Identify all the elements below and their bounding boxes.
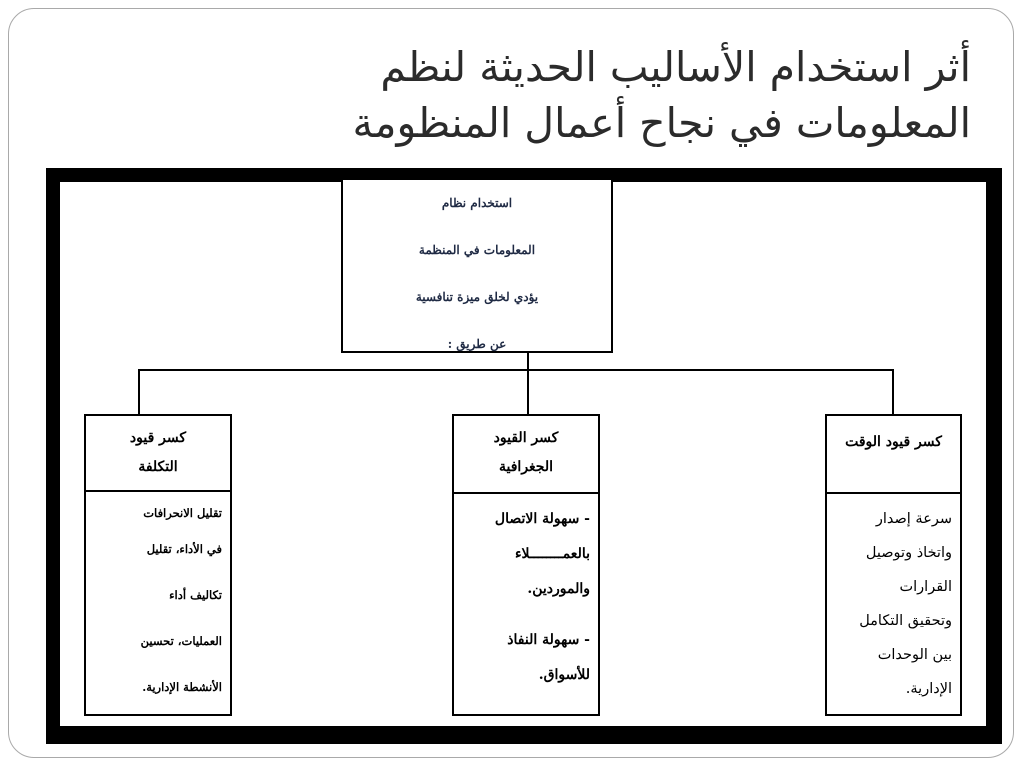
branch-body (86, 492, 230, 710)
root-box (341, 180, 613, 353)
branch-body-line: العمليات، تحسين (140, 634, 222, 648)
title-line-1: أثر استخدام الأساليب الحديثة لنظم (380, 43, 971, 91)
connector-left (138, 369, 140, 415)
branch-body-line: - سهولة النفاذ (507, 632, 590, 648)
diagram-canvas (60, 182, 986, 726)
branch-box-geography (452, 414, 600, 716)
branch-box-time (825, 414, 962, 716)
branch-body (827, 494, 960, 706)
branch-body-line: - سهولة الاتصال (494, 511, 590, 527)
root-line: عن طريق : (447, 337, 507, 351)
branch-body-line: والموردين. (527, 581, 590, 597)
branch-heading (86, 416, 230, 492)
branch-body-line: تكاليف أداء (169, 588, 222, 602)
slide-title (129, 39, 971, 151)
root-line: المعلومات في المنظمة (418, 243, 536, 257)
connector-middle (527, 369, 529, 415)
branch-heading-line: الجغرافية (499, 459, 553, 475)
branch-body-line: واتخاذ وتوصيل (865, 545, 952, 561)
root-line: استخدام نظام (441, 196, 513, 210)
branch-body-line: بين الوحدات (877, 647, 952, 663)
diagram-frame (46, 168, 1002, 744)
branch-body-line: الإدارية. (905, 681, 952, 697)
branch-body-line: وتحقيق التكامل (859, 613, 952, 629)
title-line-2: المعلومات في نجاح أعمال المنظومة (352, 99, 971, 147)
branch-body-line: الأنشطة الإدارية. (142, 680, 222, 694)
branch-body (454, 494, 598, 693)
branch-heading-line: التكلفة (138, 459, 178, 475)
branch-body-line: القرارات (899, 579, 952, 595)
branch-heading (827, 416, 960, 494)
root-line: يؤدي لخلق ميزة تنافسية (415, 290, 539, 304)
branch-body-line: سرعة إصدار (875, 511, 952, 527)
branch-body-line: في الأداء، تقليل (146, 542, 222, 556)
connector-trunk (527, 353, 529, 370)
branch-heading-line: كسر القيود (493, 430, 559, 446)
branch-box-cost (84, 414, 232, 716)
connector-horizontal (138, 369, 894, 371)
branch-heading-line: كسر قيود الوقت (845, 434, 942, 450)
branch-heading-line: كسر قيود (129, 430, 187, 446)
branch-heading (454, 416, 598, 494)
branch-body-line: للأسواق. (538, 667, 590, 683)
spacer (460, 607, 590, 623)
branch-body-line: تقليل الانحرافات (143, 506, 222, 520)
connector-right (892, 369, 894, 415)
branch-body-line: بالعمــــــــلاء (514, 546, 590, 562)
